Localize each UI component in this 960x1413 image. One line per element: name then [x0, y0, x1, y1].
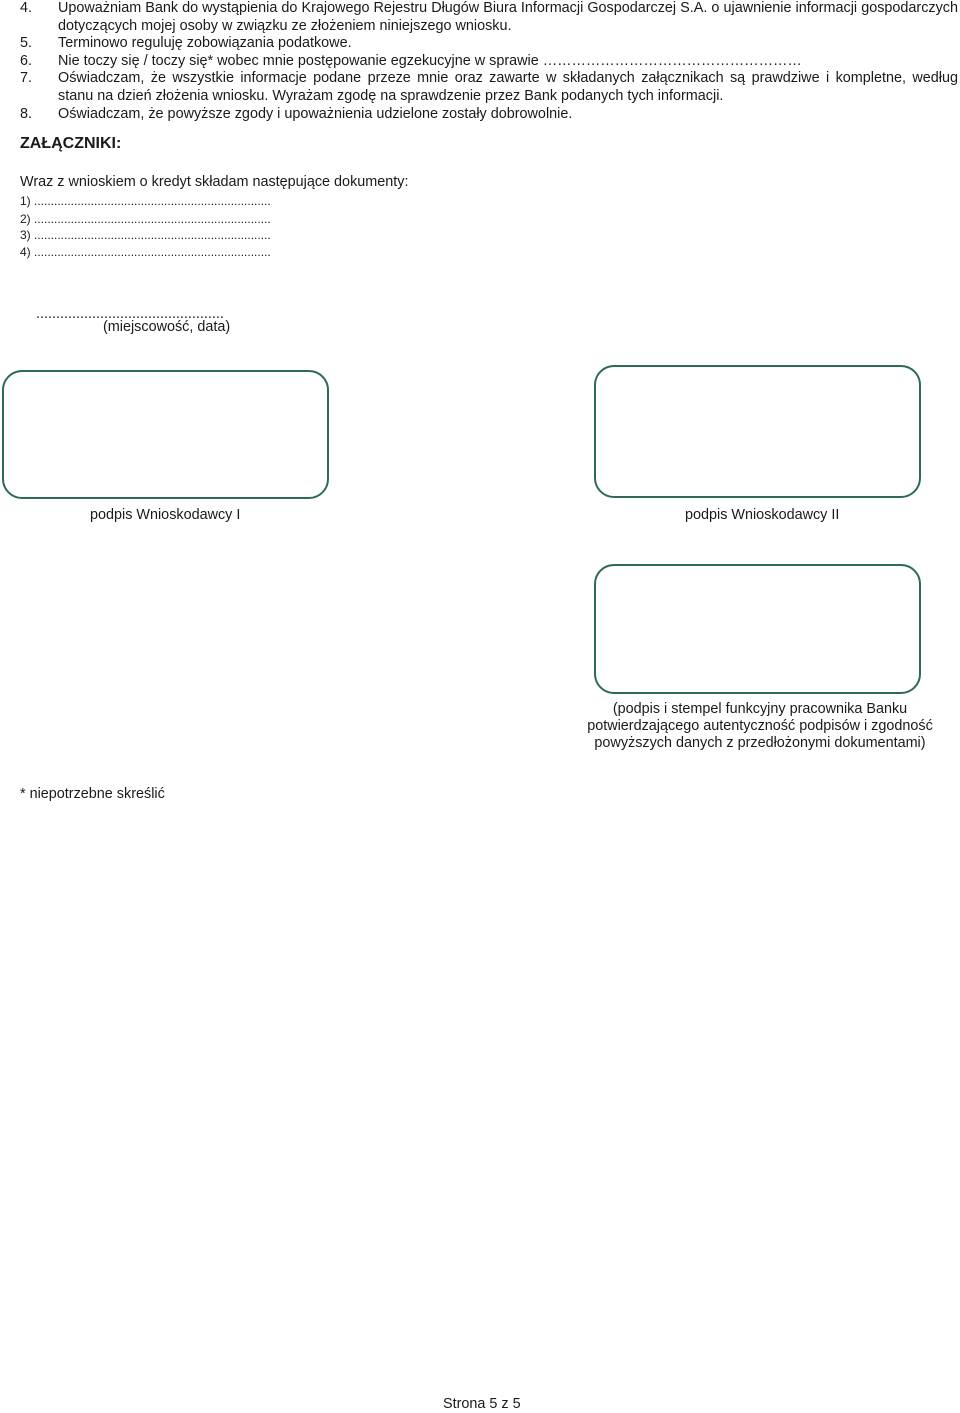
declaration-item-8	[20, 106, 958, 124]
item-number: 6.	[20, 52, 33, 69]
attachment-line-2[interactable]: 2) .......................................................................	[20, 212, 271, 226]
item-number: 5.	[20, 35, 33, 52]
attachment-line-4[interactable]: 4) .......................................................................	[20, 245, 271, 259]
item-text: Oświadczam, że powyższe zgody i upoważnienia udzielone zostały dobrowolnie.	[58, 105, 573, 122]
attachment-line-3[interactable]: 3) .......................................................................	[20, 228, 271, 242]
item-text: Terminowo reguluję zobowiązania podatkowe.	[58, 35, 352, 52]
declaration-item-4	[20, 0, 958, 35]
bank-caption-line: potwierdzającego autentyczność podpisów i zgodność	[587, 718, 933, 734]
page-number: Strona 5 z 5	[443, 1396, 521, 1412]
place-date-caption: (miejscowość, data)	[103, 319, 231, 335]
bank-caption-line: (podpis i stempel funkcyjny pracownika Banku	[612, 701, 908, 717]
bank-signature-caption	[580, 701, 940, 752]
place-date-line[interactable]: ...............................................	[36, 306, 224, 322]
item-number: 8.	[20, 105, 33, 122]
bank-caption-line: powyższych danych z przedłożonymi dokumentami)	[594, 735, 926, 751]
signature-caption-applicant-1: podpis Wnioskodawcy I	[90, 507, 241, 523]
attachments-heading: ZAŁĄCZNIKI:	[20, 135, 122, 152]
signature-box-applicant-2[interactable]	[594, 365, 921, 498]
signature-box-applicant-1[interactable]	[2, 370, 329, 499]
item-text: Oświadczam, że wszystkie informacje podane przeze mnie oraz zawarte w składanych załącznikach są prawdziwe i kompletne, według stanu na dzień złożenia wniosku. Wyrażam zgodę na sprawdzenie przez Bank podanych tych informacji.	[58, 70, 958, 104]
declaration-item-6	[20, 53, 958, 71]
declaration-item-7	[20, 70, 958, 105]
signature-box-bank-employee[interactable]	[594, 564, 921, 694]
footnote: * niepotrzebne skreślić	[20, 786, 165, 802]
item-number: 7.	[20, 70, 33, 87]
item-number: 4.	[20, 0, 33, 16]
item-text: Nie toczy się / toczy się* wobec mnie postępowanie egzekucyjne w sprawie ………………………………………………	[58, 52, 802, 69]
declarations-list	[20, 0, 958, 123]
item-text: Upoważniam Bank do wystąpienia do Krajowego Rejestru Długów Biura Informacji Gospodarczej S.A. o ujawnienie informacji gospodarczych dotyczących mojej osoby w związku ze złożeniem niniejszego wniosku.	[58, 0, 958, 34]
declaration-item-5	[20, 35, 958, 53]
signature-caption-applicant-2: podpis Wnioskodawcy II	[685, 507, 840, 523]
attachment-line-1[interactable]: 1) .......................................................................	[20, 194, 271, 208]
attachments-intro: Wraz z wnioskiem o kredyt składam następujące dokumenty:	[20, 174, 409, 190]
